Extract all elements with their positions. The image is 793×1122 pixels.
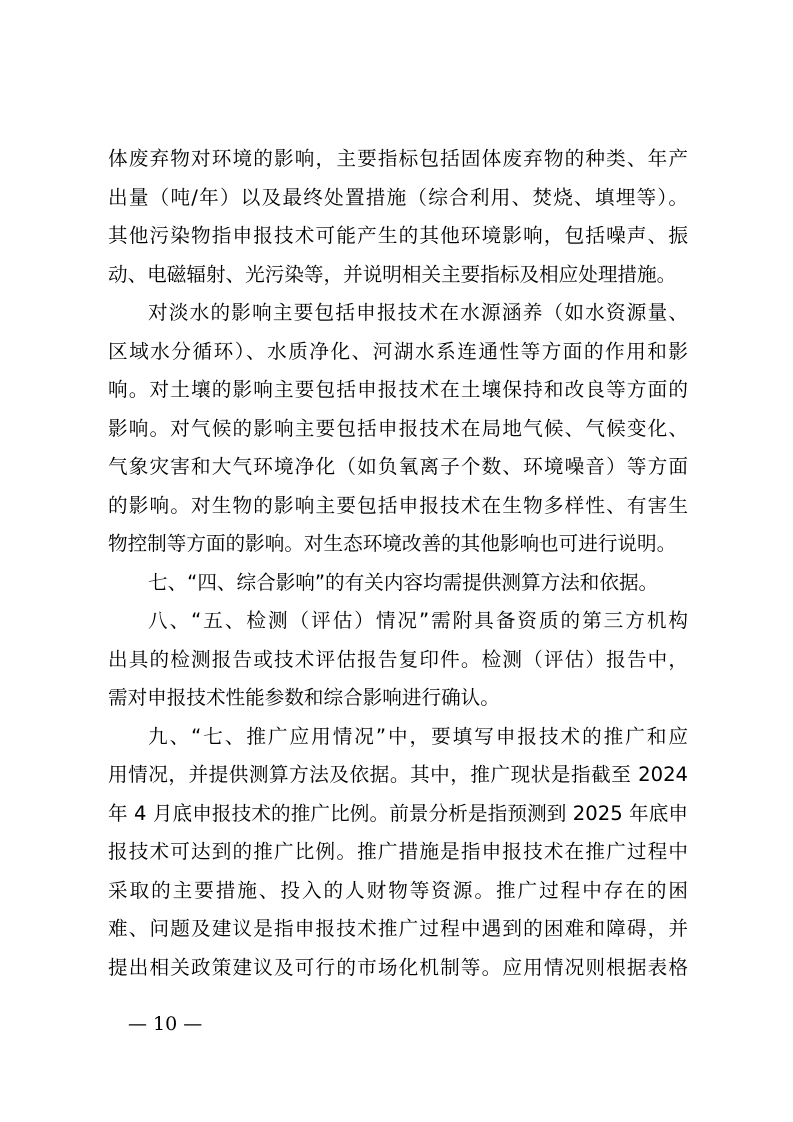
text-line: 需对申报技术性能参数和综合影响进行确认。 bbox=[108, 686, 500, 709]
text-line: 出量（吨/年）以及最终处置措施（综合利用、焚烧、填埋等）。 bbox=[108, 185, 688, 209]
text-line: 响。对土壤的影响主要包括申报技术在土壤保持和改良等方面的 bbox=[108, 378, 688, 401]
paragraph-start-line: 九、“七、推广应用情况”中，要填写申报技术的推广和应 bbox=[148, 724, 688, 748]
text-line: 采取的主要措施、投入的人财物等资源。推广过程中存在的困 bbox=[108, 878, 688, 902]
text-line: 年 4 月底申报技术的推广比例。前景分析是指预测到 2025 年底申 bbox=[108, 801, 688, 825]
text-line: 用情况，并提供测算方法及依据。其中，推广现状是指截至 2024 bbox=[108, 763, 688, 786]
text-line: 物控制等方面的影响。对生态环境改善的其他影响也可进行说明。 bbox=[108, 532, 677, 555]
text-line: 其他污染物指申报技术可能产生的其他环境影响，包括噪声、振 bbox=[108, 224, 688, 247]
text-line: 动、电磁辐射、光污染等，并说明相关主要指标及相应处理措施。 bbox=[108, 262, 677, 286]
text-line: 提出相关政策建议及可行的市场化机制等。应用情况则根据表格 bbox=[108, 955, 688, 979]
text-line: 难、问题及建议是指申报技术推广过程中遇到的困难和障碍，并 bbox=[108, 917, 688, 940]
text-line: 报技术可达到的推广比例。推广措施是指申报技术在推广过程中 bbox=[108, 840, 688, 863]
page-number: — 10 — bbox=[128, 1013, 203, 1035]
paragraph-start-line: 八、“五、检测（评估）情况”需附具备资质的第三方机构 bbox=[148, 609, 688, 632]
text-line: 区域水分循环）、水质净化、河湖水系连通性等方面的作用和影 bbox=[108, 339, 688, 363]
text-line: 气象灾害和大气环境净化（如负氧离子个数、环境噪音）等方面 bbox=[108, 455, 688, 478]
text-line: 影响。对气候的影响主要包括申报技术在局地气候、气候变化、 bbox=[108, 416, 688, 440]
paragraph-start-line: 七、“四、综合影响”的有关内容均需提供测算方法和依据。 bbox=[148, 570, 659, 594]
document-body bbox=[108, 140, 688, 987]
text-line: 的影响。对生物的影响主要包括申报技术在生物多样性、有害生 bbox=[108, 493, 688, 517]
text-line: 出具的检测报告或技术评估报告复印件。检测（评估）报告中， bbox=[108, 647, 688, 671]
paragraph-start-line: 对淡水的影响主要包括申报技术在水源涵养（如水资源量、 bbox=[148, 301, 688, 324]
text-line: 体废弃物对环境的影响，主要指标包括固体废弃物的种类、年产 bbox=[108, 147, 688, 170]
